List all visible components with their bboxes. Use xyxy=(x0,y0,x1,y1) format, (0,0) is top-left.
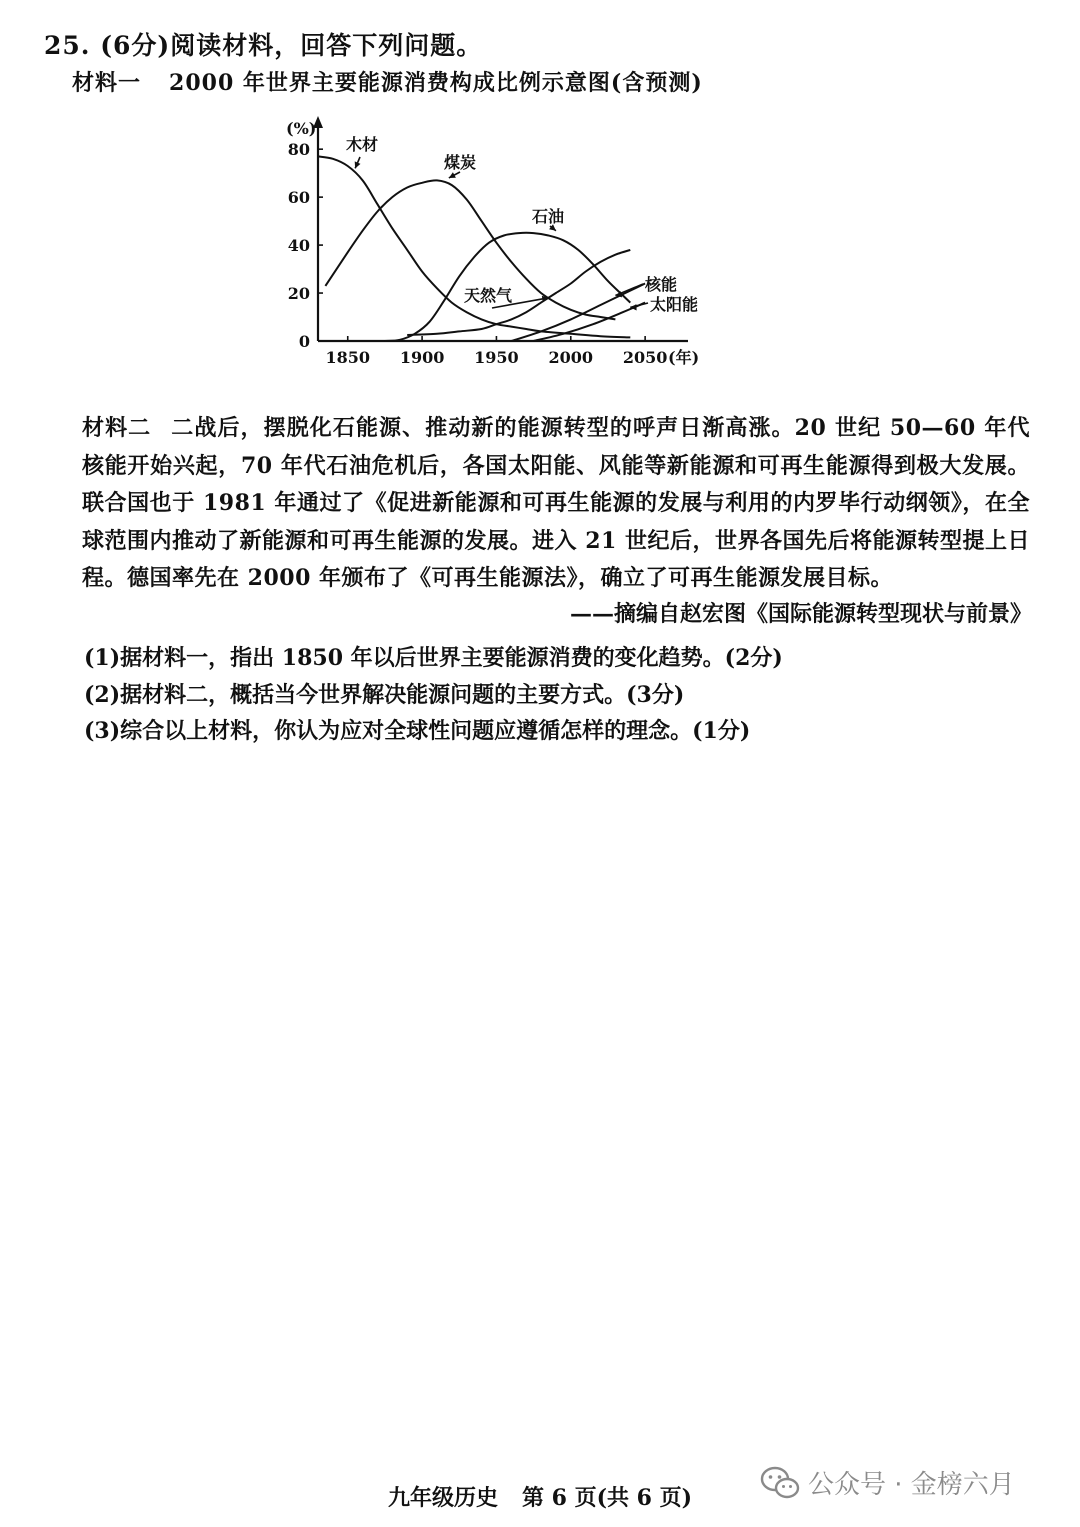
watermark xyxy=(760,1464,1015,1501)
y-tick-label: 80 xyxy=(287,140,310,160)
energy-consumption-chart xyxy=(260,112,720,382)
material2-block xyxy=(82,410,1030,598)
y-tick-label: 60 xyxy=(287,188,310,208)
question-list xyxy=(84,640,783,750)
y-tick-label: 20 xyxy=(287,284,310,304)
series-label-nuclear: 核能 xyxy=(645,275,678,294)
x-tick-label: 1900 xyxy=(399,348,445,367)
chart-curves xyxy=(318,156,645,341)
y-tick-label: 0 xyxy=(298,332,310,351)
material2-source: ——摘编自赵宏图《国际能源转型现状与前景》 xyxy=(569,601,1032,627)
series-label-coal: 煤炭 xyxy=(444,153,477,172)
series-label-solar: 太阳能 xyxy=(650,295,699,314)
x-tick-label: 2000 xyxy=(548,348,594,367)
y-axis-label: (%) xyxy=(286,119,317,138)
x-tick-label: 2050 xyxy=(622,348,668,367)
y-tick-label: 40 xyxy=(287,236,310,256)
series-label-gas: 天然气 xyxy=(464,286,513,305)
series-line-wood xyxy=(318,156,630,337)
wechat-icon xyxy=(760,1466,800,1500)
x-tick-label: 1950 xyxy=(474,348,519,367)
watermark-text: 公众号 · 金榜六月 xyxy=(808,1470,1015,1500)
material2-label: 材料二 xyxy=(82,415,152,441)
question-item-2: (2)据材料二，概括当今世界解决能源问题的主要方式。(3分) xyxy=(84,681,685,708)
question-item-1: (1)据材料一，指出 1850 年以后世界主要能源消费的变化趋势。(2分) xyxy=(84,645,783,671)
x-tick-label: 1850 xyxy=(325,348,371,367)
footer-subject: 九年级历史 xyxy=(387,1485,498,1511)
chart-labels xyxy=(346,135,698,314)
footer-page: 第 6 页(共 6 页) xyxy=(521,1485,693,1511)
material1-heading xyxy=(72,66,703,97)
series-label-wood: 木材 xyxy=(346,135,379,154)
x-axis-label: (年) xyxy=(668,348,700,367)
question-title: 25. (6分)阅读材料，回答下列问题。 xyxy=(44,31,483,60)
material2-text: 二战后，摆脱化石能源、推动新的能源转型的呼声日渐高涨。20 世纪 50—60 年代核能开始兴起，70 年代石油危机后，各国太阳能、风能等新能源和可再生能源得到极大发展。联合国也于 1981 年通过了《促进新能源和可再生能源的发展与利用的内罗毕行动纲领》，在全球范围内推动了新能源和可再生能源的发展。进入 21 世纪后，世界各国先后将能源转型提上日程。德国率先在 2000 年颁布了《可再生能源法》，确立了可再生能源发展目标。 xyxy=(82,415,1030,592)
material1-label: 材料一 xyxy=(72,70,142,96)
series-label-oil: 石油 xyxy=(532,207,565,226)
question-item-3: (3)综合以上材料，你认为应对全球性问题应遵循怎样的理念。(1分) xyxy=(84,718,751,744)
material1-title: 2000 年世界主要能源消费构成比例示意图(含预测) xyxy=(169,70,703,96)
